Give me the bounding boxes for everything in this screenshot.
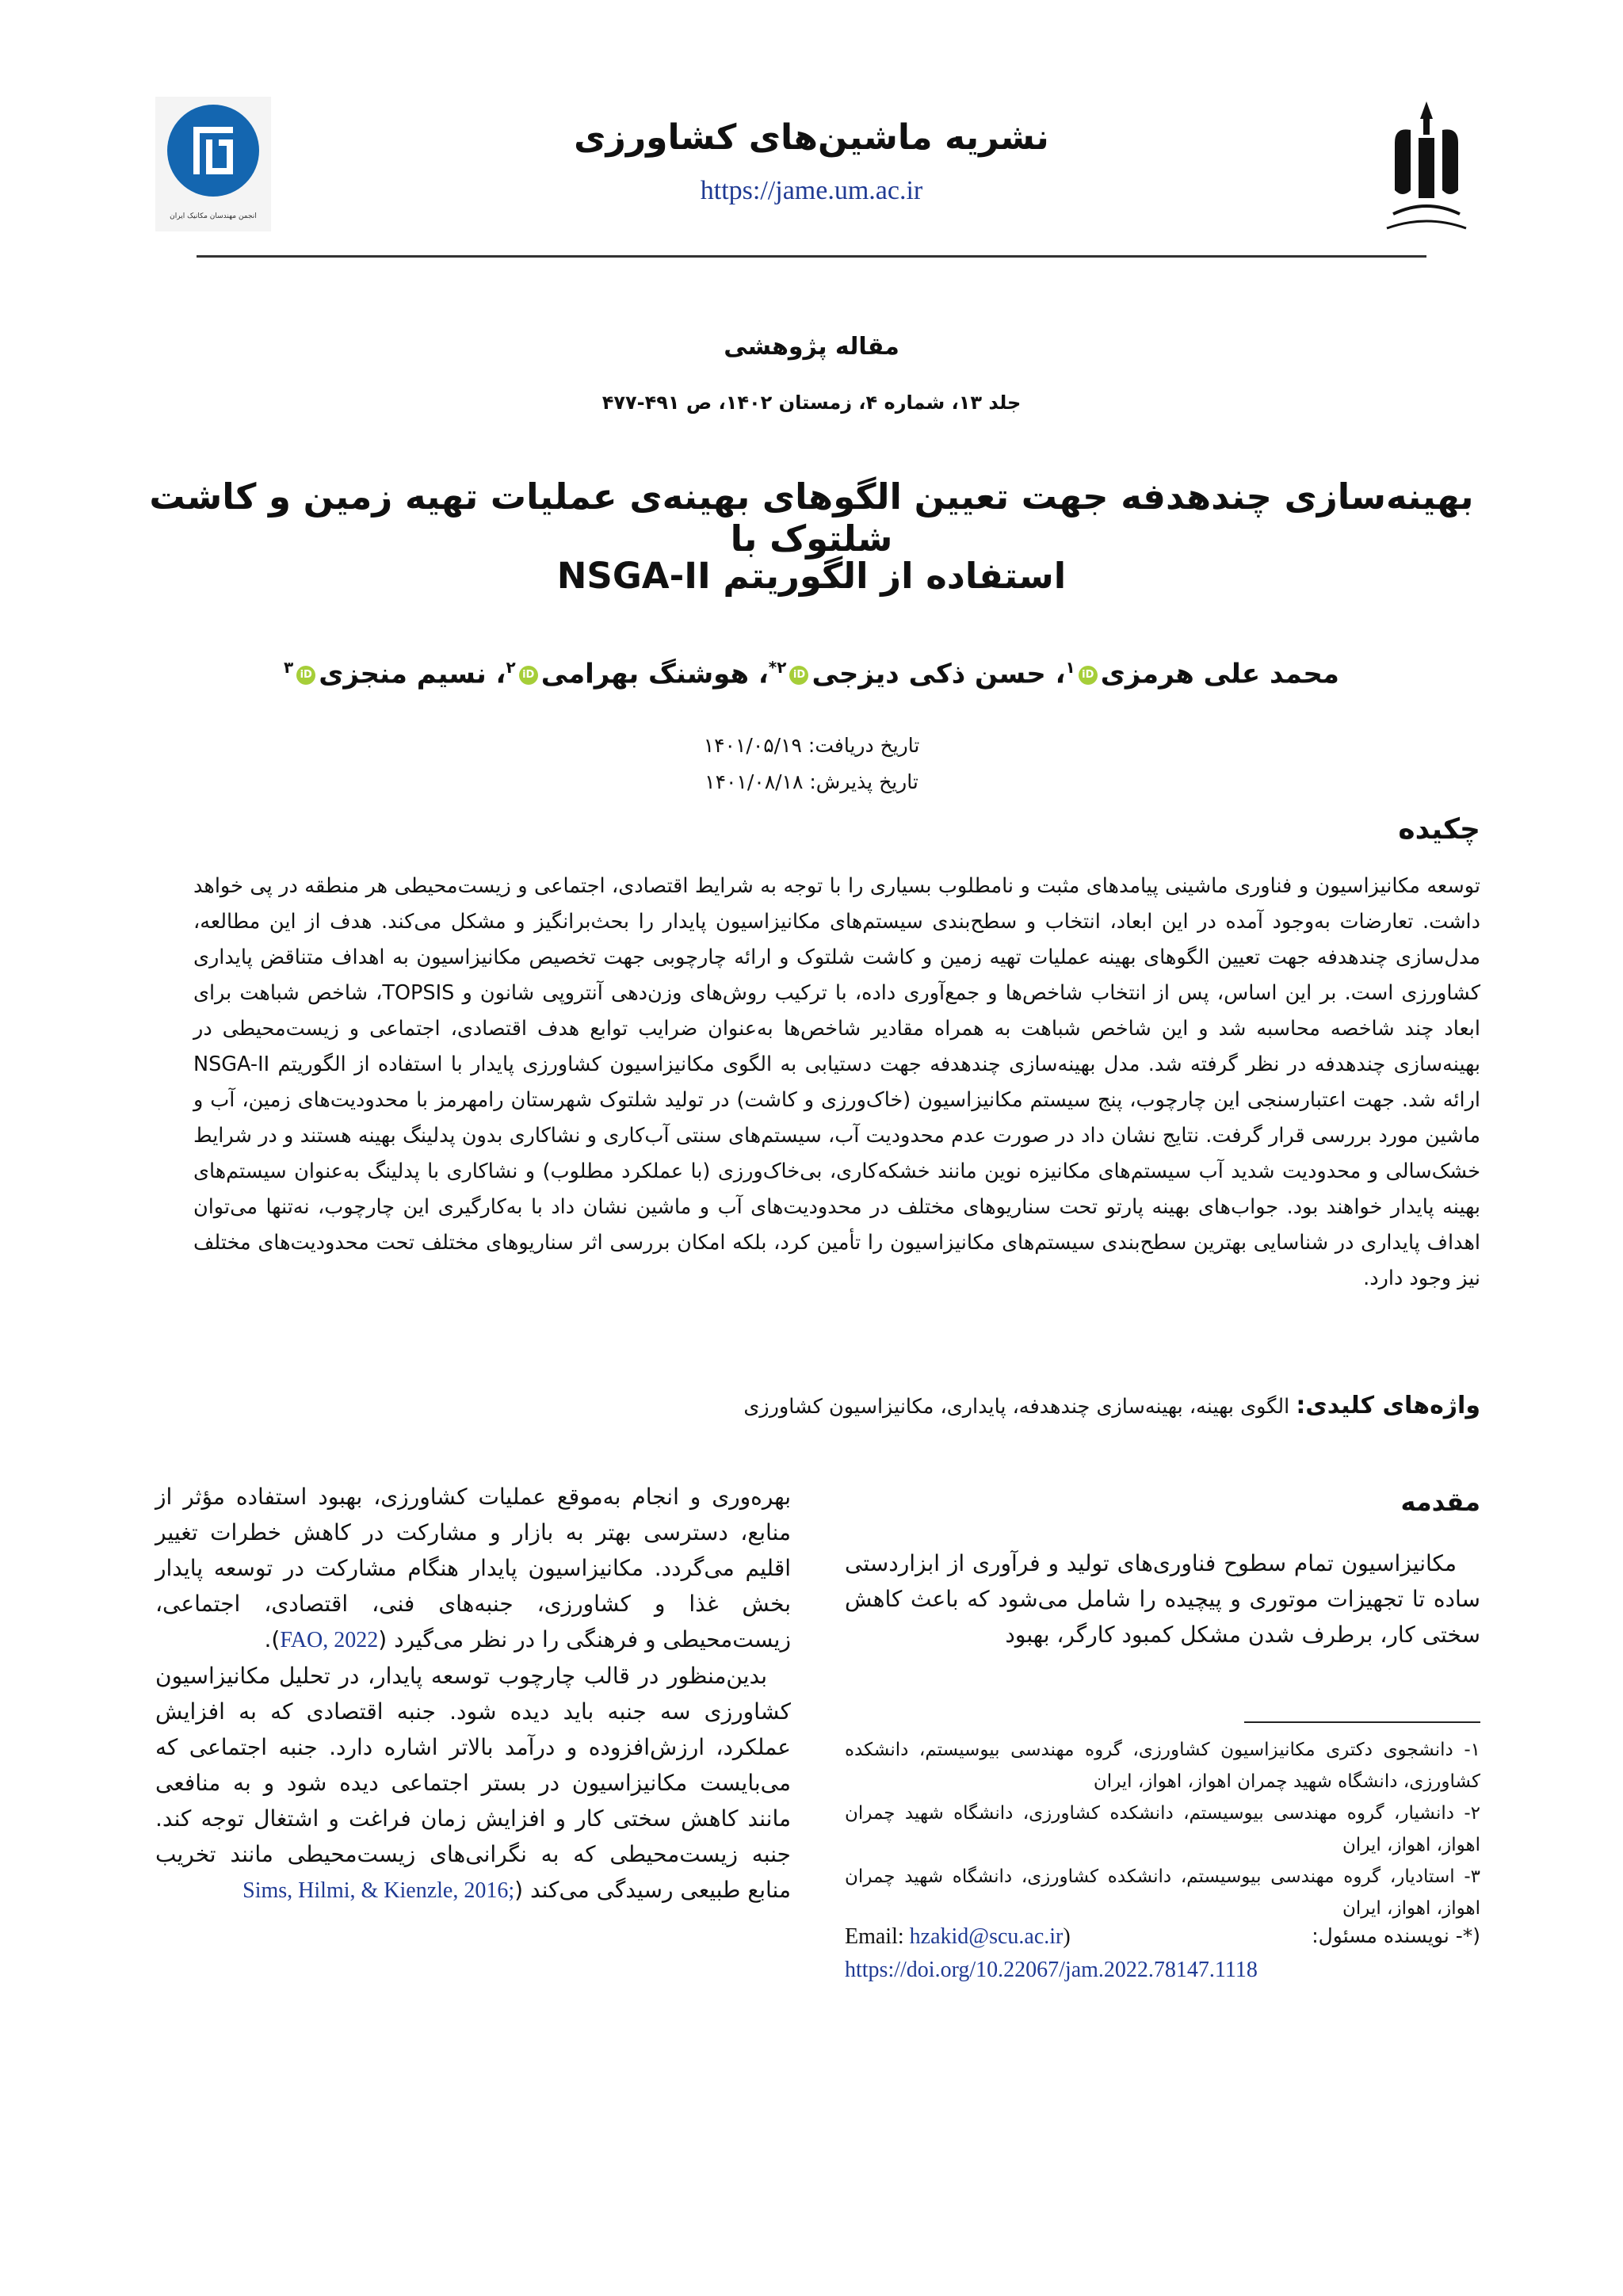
article-title-line-2: استفاده از الگوریتم NSGA-II [556,555,1067,597]
author-name: هوشنگ بهرامی [540,658,750,690]
volume-info: جلد ۱۳، شماره ۴، زمستان ۱۴۰۲، ص ۴۹۱-۴۷۷ [601,392,1022,414]
abstract-heading: چکیده [1398,813,1480,846]
doi-link[interactable]: https://doi.org/10.22067/jam.2022.78147.1118 [845,1958,1258,1982]
citation-link[interactable]: Sims, Hilmi, & Kienzle, 2016; [242,1878,515,1903]
author-name: محمد علی هرمزی [1100,658,1339,690]
keywords-text: الگوی بهینه، بهینه‌سازی چندهدفه، پایداری، مکانیزاسیون کشاورزی [743,1395,1290,1419]
email-label: Email: [845,1924,904,1949]
society-logo [155,97,271,231]
journal-title: نشریه ماشین‌های کشاورزی [574,117,1049,158]
university-logo [1379,95,1474,238]
introduction-heading: مقدمه [1400,1487,1480,1517]
date-received: تاریخ دریافت: ۱۴۰۱/۰۵/۱۹ [703,734,920,757]
author-list: محمد علی هرمزیiD$^۱$، حسن ذکی دیزجیiD$^{۲*}$، هوشنگ بهرامیiD$^۲$، نسیم منجزیiD$^۳$ [284,658,1339,690]
keywords [193,1392,1480,1419]
footnote-affiliation-2: ۲- دانشیار، گروه مهندسی بیوسیستم، دانشکده کشاورزی، دانشگاه شهید چمران اهواز، اهواز، ایران [845,1803,1480,1855]
footnote-affiliation-3: ۳- استادیار، گروه مهندسی بیوسیستم، دانشکده کشاورزی، دانشگاه شهید چمران اهواز، اهواز، ایران [845,1866,1480,1919]
introduction-paragraph-1: مکانیزاسیون تمام سطوح فناوری‌های تولید و فرآوری از ابزاردستی ساده تا تجهیزات موتوری و پیچیده را شامل می‌شود که باعث کاهش سختی کار، برطرف شدن مشکل کمبود کارگر، بهبود [845,1550,1480,1648]
author-affiliation-mark: ۲ [506,658,516,677]
paragraph-text-end: ). [264,1626,281,1652]
author-affiliation-mark: ۳ [284,658,294,677]
orcid-icon[interactable]: iD [789,666,808,685]
email-link[interactable]: hzakid@scu.ac.ir [909,1924,1064,1949]
corresponding-author-note [845,1924,1480,1950]
introduction-column-2 [155,1479,791,1908]
introduction-paragraph-2 [155,1479,791,1658]
corresponding-author-label: (*- نویسنده مسئول: [1312,1924,1480,1947]
article-title-line-1: بهینه‌سازی چندهدفه جهت تعیین الگوهای بهینه‌ی عملیات تهیه زمین و کاشت شلتوک با [149,476,1474,560]
orcid-icon[interactable]: iD [1079,666,1098,685]
orcid-icon[interactable]: iD [296,666,315,685]
date-accepted: تاریخ پذیرش: ۱۴۰۱/۰۸/۱۸ [705,770,918,793]
citation-link[interactable]: FAO, 2022 [280,1628,379,1652]
society-logo-caption: انجمن مهندسان مکانیک ایران [170,212,257,220]
orcid-icon[interactable]: iD [519,666,538,685]
university-logo-icon [1379,95,1474,238]
author-affiliation-mark: ۲* [768,658,787,677]
introduction-paragraph-3 [155,1658,791,1908]
email-close-paren: ) [1063,1924,1071,1949]
abstract-body: توسعه مکانیزاسیون و فناوری ماشینی پیامدهای مثبت و نامطلوب بسیاری را با توجه به شرایط اقتصادی، اجتماعی و زیست‌محیطی هر منطقه در پی خواهد داشت. تعارضات به‌وجود آمده در این ابعاد، انتخاب و سطح‌بندی سیستم‌های مکانیزاسیون پایدار را بحث‌برانگیز و مشکل می‌کند. هدف از این مطالعه، مدل‌سازی چندهدفه جهت تعیین الگوهای بهینه عملیات تهیه زمین و کاشت شلتوک و ارائه چارچوبی جهت تخصیص مکانیزاسیون به اهداف متناقض پایداری کشاورزی است. بر این اساس، پس از انتخاب شاخص‌ها و جمع‌آوری داده، با ترکیب روش‌های وزن‌دهی آنتروپی شانون و TOPSIS، شاخص شباهت برای ابعاد چند شاخصه محاسبه شد و این شاخص شباهت به همراه مقادیر شاخص‌ها به‌عنوان ضرایب توابع هدف اقتصادی، اجتماعی و زیست‌محیطی در بهینه‌سازی چندهدفه در نظر گرفته شد. مدل بهینه‌سازی چندهدفه جهت دستیابی به الگوی مکانیزاسیون کشاورزی پایدار با استفاده از الگوریتم NSGA-II ارائه شد. جهت اعتبارسنجی این چارچوب، پنج سیستم مکانیزاسیون (خاک‌ورزی و کاشت) در تولید شلتوک شهرستان رامهرمز با محدودیت‌های زمین، آب و ماشین مورد بررسی قرار گرفت. نتایج نشان داد در صورت عدم محدودیت آب، سیستم‌های سنتی آب‌کاری و نشاکاری بدون پدلینگ بهینه هستند و در شرایط خشک‌سالی و محدودیت شدید آب سیستم‌های مکانیزه نوین مانند خشکه‌کاری، بی‌خاک‌ورزی (با عملکرد مطلوب) و نشاکاری با پدلینگ به‌عنوان سیستم‌های بهینه پایدار خواهند بود. جواب‌های بهینه پارتو تحت سناریوهای مختلف در محدودیت‌های آب و ماشین نشان داد با به‌کارگیری این چارچوب، نه‌تنها می‌توان اهداف پایداری در شناسایی بهترین سطح‌بندی سیستم‌های مکانیزاسیون را تأمین کرد، بلکه امکان بررسی اثر سناریوهای مختلف تحت محدودیت‌های مختلف نیز وجود دارد. [193,874,1480,1290]
author-name: نسیم منجزی [319,658,487,690]
journal-url-link[interactable]: https://jame.um.ac.ir [700,176,923,205]
paragraph-text: بدین‌منظور در قالب چارچوب توسعه پایدار، در تحلیل مکانیزاسیون کشاورزی سه جنبه باید دیده شود. جنبه اقتصادی که به افزایش عملکرد، ارزش‌افزوده و درآمد بالاتر اشاره دارد. جنبه اجتماعی که می‌بایست مکانیزاسیون در بستر اجتماعی دیده شود و به منافعی مانند کاهش سختی کار و افزایش زمان فراغت و اشتغال توجه کند. جنبه زیست‌محیطی که به نگرانی‌های زیست‌محیطی مانند تخریب منابع طبیعی رسیدگی می‌کند ( [155,1663,791,1903]
footnote-divider [1244,1721,1480,1723]
author-affiliation-mark: ۱ [1065,658,1075,677]
article-type: مقاله پژوهشی [724,333,899,361]
society-logo-icon [155,97,271,231]
paragraph-text: بهره‌وری و انجام به‌موقع عملیات کشاورزی، بهبود استفاده مؤثر از منابع، دسترسی بهتر به بازار و مشارکت در کاهش خطرات تغییر اقلیم می‌گردد. مکانیزاسیون پایدار هنگام مشارکت در توسعه پایدار بخش غذا و کشاورزی، جنبه‌های فنی، اقتصادی، اجتماعی، زیست‌محیطی و فرهنگی را در نظر می‌گیرد ( [155,1484,791,1652]
author-name: حسن ذکی دیزجی [812,658,1046,690]
keywords-label: واژه‌های کلیدی: [1296,1392,1480,1419]
header-divider [197,255,1426,258]
corresponding-email [845,1924,1071,1950]
footnote-affiliation-1: ۱- دانشجوی دکتری مکانیزاسیون کشاورزی، گروه مهندسی بیوسیستم، دانشکده کشاورزی، دانشگاه شهید چمران اهواز، اهواز، ایران [845,1740,1480,1792]
